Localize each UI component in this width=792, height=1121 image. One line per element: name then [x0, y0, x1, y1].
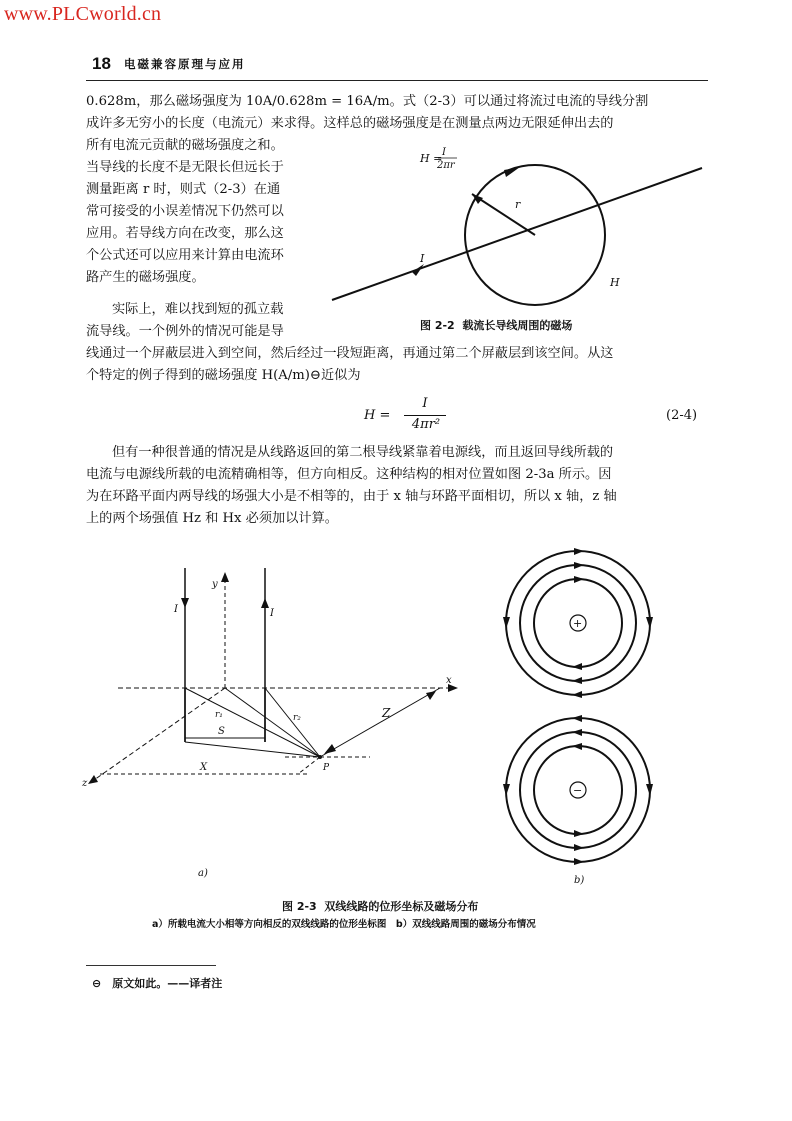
fig22-formula-num: I: [442, 147, 446, 158]
fig23-label-y: y: [212, 579, 218, 590]
z-dimension-line: [320, 688, 440, 757]
running-header: 电磁兼容原理与应用: [124, 57, 246, 71]
text-line: 测量距离 r 时，则式（2-3）在通: [86, 182, 281, 197]
fig23-sub-b: b): [574, 875, 585, 886]
figure-2-2-caption-text: 载流长导线周围的磁场: [462, 319, 573, 332]
fig23-label-X: X: [200, 762, 208, 773]
fig23-minus: −: [573, 784, 583, 797]
text-line: 为在环路平面内两导线的场强大小是不相等的，由于 x 轴与环路平面相切，所以 x 轴，z 轴: [86, 489, 617, 504]
field-direction-arrow: [504, 167, 520, 177]
equation-lhs: H =: [364, 408, 391, 423]
fig22-formula-den: 2πr: [437, 160, 455, 171]
equation-denominator: 4πr²: [411, 417, 441, 432]
fig23-label-S: S: [218, 726, 225, 737]
equation-2-4: [364, 396, 484, 440]
text-line: 上的两个场强值 Hz 和 Hx 必须加以计算。: [86, 511, 338, 526]
text-line: 个特定的例子得到的磁场强度 H(A/m)⊖近似为: [86, 368, 361, 383]
text-line: 常可接受的小误差情况下仍然可以: [86, 204, 284, 219]
y-axis-arrow: [221, 572, 229, 582]
text-line: 流导线。一个例外的情况可能是导: [86, 324, 284, 339]
text-line: 应用。若导线方向在改变，那么这: [86, 226, 284, 241]
wire: [332, 168, 702, 300]
figure-2-2-caption: [420, 317, 572, 333]
text-line: 成许多无穷小的长度（电流元）来求得。这样总的磁场强度是在测量点两边无限延伸出去的: [86, 116, 614, 131]
figure-2-3-subcaption: a）所载电流大小相等方向相反的双线线路的位形坐标图 b）双线线路周围的磁场分布情况: [152, 919, 536, 930]
equation-number: (2-4): [666, 408, 698, 423]
text-line: 路产生的磁场强度。: [86, 270, 205, 285]
text-line: 0.628m，那么磁场强度为 10A/0.628m = 16A/m。式（2-3）可以通过将流过电流的导线分割: [86, 94, 649, 109]
text-line: 当导线的长度不是无限长但远长于: [86, 160, 284, 175]
fig22-label-r: r: [515, 198, 521, 211]
fig23-label-x: x: [446, 675, 452, 686]
equation-numerator: I: [422, 396, 428, 411]
watermark: www.PLCworld.cn: [4, 3, 162, 25]
fig22-label-H: H: [610, 276, 620, 289]
fig22-formula-lhs: H =: [420, 152, 443, 165]
radius-line: [472, 194, 535, 235]
fig23-label-z: z: [82, 778, 88, 789]
footnote-rule: [86, 965, 216, 966]
fig23-label-I-right: I: [270, 608, 274, 619]
current-arrow-down: [181, 598, 189, 608]
upper-field-rings: [503, 548, 653, 698]
text-line: 个公式还可以应用来计算由电流环: [86, 248, 284, 263]
text-line: 实际上，难以找到短的孤立载: [112, 302, 284, 317]
text-line: 但有一种很普通的情况是从线路返回的第二根导线紧靠着电源线，而且返回导线所载的: [112, 445, 614, 460]
lower-field-rings: [503, 715, 653, 865]
fig23-label-I-left: I: [174, 604, 178, 615]
figure-2-3a: [80, 560, 480, 890]
figure-2-3b: [490, 545, 670, 895]
base-line: [185, 742, 320, 757]
fig23-label-r2: r₂: [293, 713, 301, 723]
current-arrow-up: [261, 598, 269, 608]
fig23-label-Z: Z: [382, 706, 391, 720]
r1-line-b: [225, 688, 320, 757]
figure-2-3-caption-text: 双线线路的位形坐标及磁场分布: [324, 900, 479, 913]
z-dim-arrow-high: [426, 691, 436, 700]
p-to-x-dashed: [298, 757, 320, 774]
fig22-label-I: I: [420, 252, 425, 265]
header-rule: [86, 80, 708, 81]
fraction-bar: [404, 415, 446, 416]
footnote: ⊖ 原文如此。——译者注: [92, 977, 223, 990]
fig23-label-P: P: [323, 763, 330, 773]
fig23-sub-a: a): [198, 868, 208, 879]
figure-2-3-caption-number: 图 2-3: [282, 900, 317, 913]
z-axis-arrow: [88, 775, 98, 784]
figure-2-2-caption-number: 图 2-2: [420, 319, 455, 332]
text-line: 所有电流元贡献的磁场强度之和。: [86, 138, 284, 153]
point-p: [318, 755, 322, 759]
figure-2-3-caption: [282, 898, 478, 914]
text-line: 电流与电源线所载的电流精确相等，但方向相反。这种结构的相对位置如图 2-3a 所示。因: [86, 467, 612, 482]
page-number: 18: [92, 54, 111, 73]
figure-2-2: [320, 140, 720, 315]
fig23-label-r1: r₁: [215, 710, 223, 720]
z-dim-arrow-low: [324, 744, 336, 754]
text-line: 线通过一个屏蔽层进入到空间，然后经过一段短距离，再通过第二个屏蔽层到该空间。从这: [86, 346, 614, 361]
fig23-plus: +: [573, 617, 583, 630]
